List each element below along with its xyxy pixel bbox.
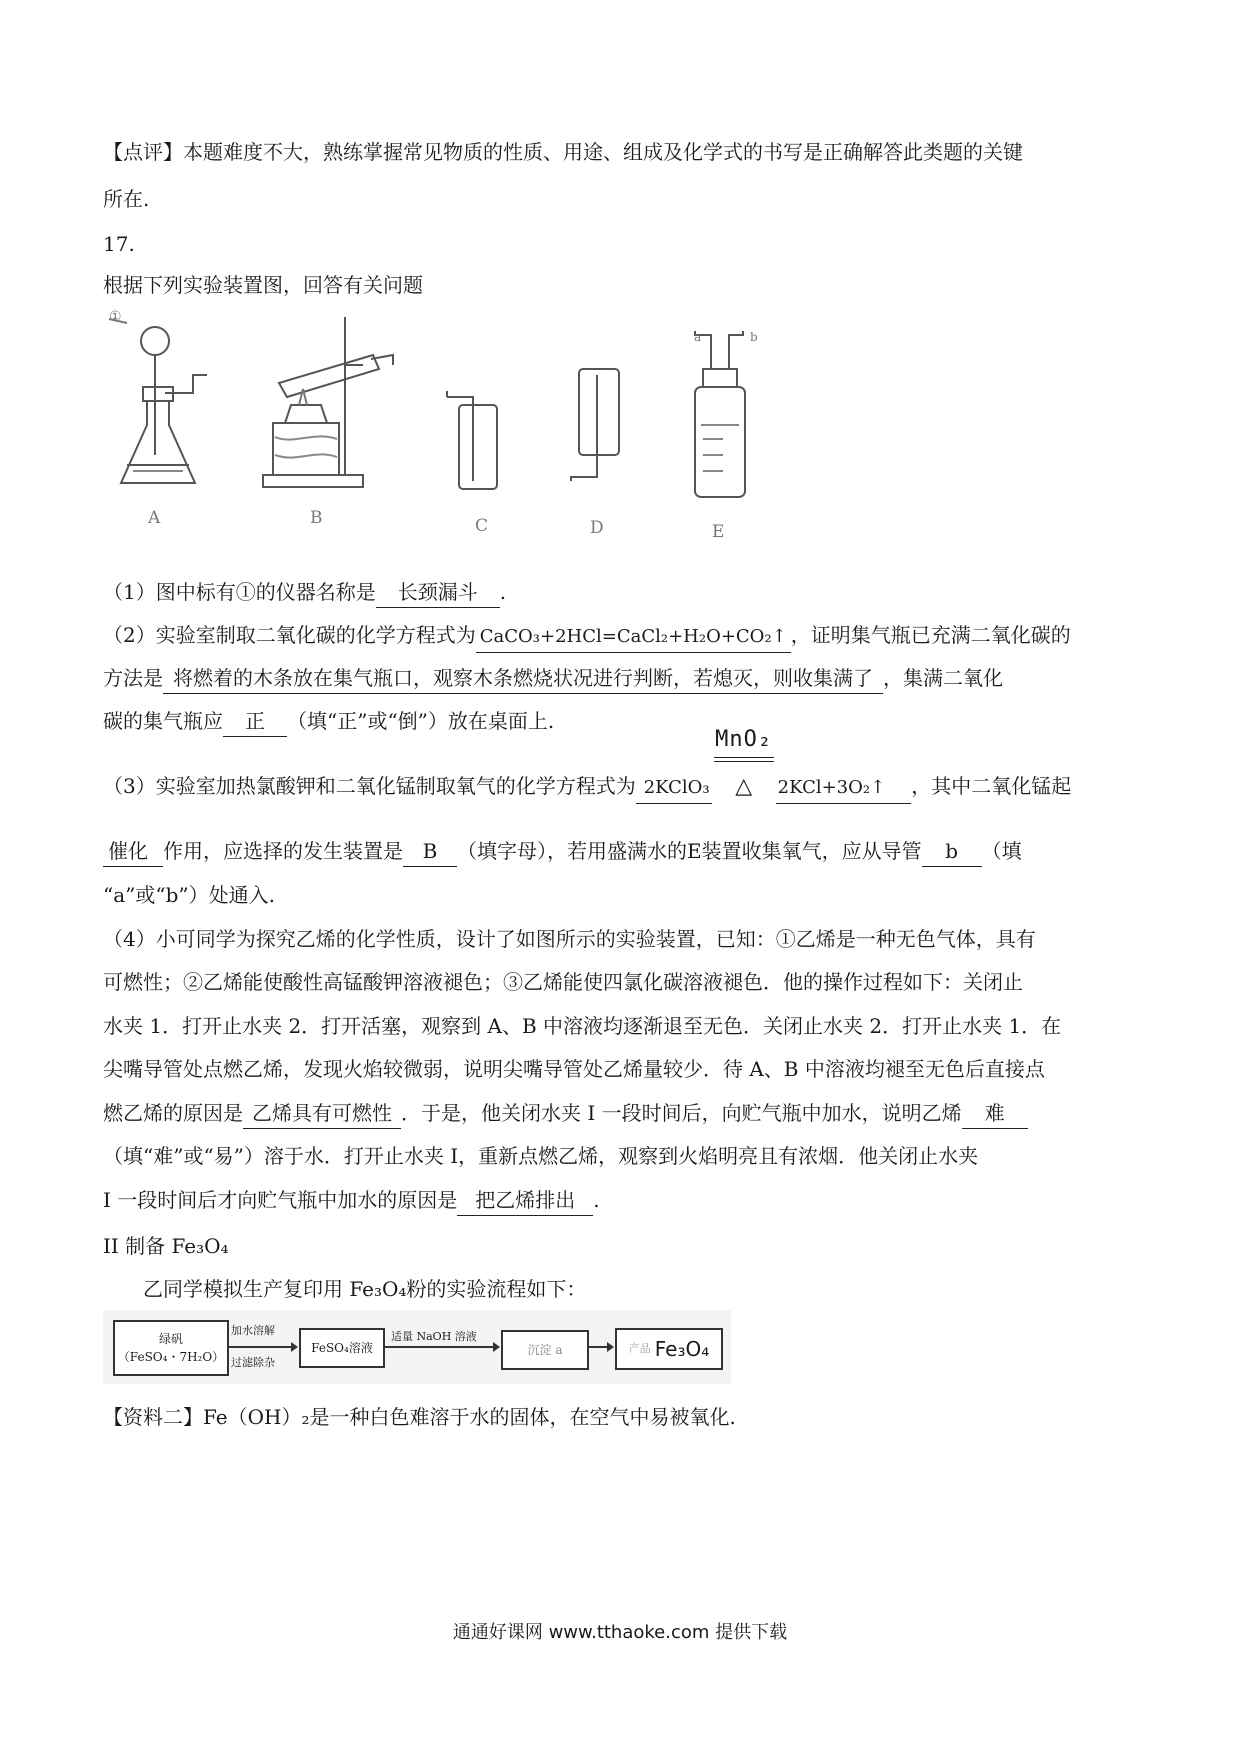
flow-box-product	[615, 1328, 723, 1370]
q3-suffix: ，其中二氧化锰起	[911, 774, 1072, 798]
flow-box1-line1: 绿矾	[158, 1332, 183, 1346]
q1-prefix: （1）图中标有①的仪器名称是	[103, 580, 376, 604]
q3-line-1	[103, 727, 1072, 804]
q1-line	[103, 577, 506, 608]
q2-line-2	[103, 663, 1003, 694]
q2-line3-suffix: （填“正”或“倒”）放在桌面上.	[287, 709, 555, 733]
q4-line-2: 可燃性；②乙烯能使酸性高锰酸钾溶液褪色；③乙烯能使四氯化碳溶液褪色．他的操作过程如下：关闭止	[103, 970, 1023, 994]
q3-catalyst: MnO₂	[715, 727, 773, 752]
q2-equation: CaCO₃+2HCl=CaCl₂+H₂O+CO₂↑	[476, 622, 791, 653]
q2-line-3	[103, 706, 554, 737]
apparatus-e-bottle	[695, 331, 745, 497]
q3-line-2	[103, 836, 1022, 867]
q3-eq-right: 2KCl+3O₂↑	[776, 773, 912, 804]
q1-suffix: .	[499, 580, 507, 604]
marker-label: ①	[109, 309, 122, 325]
question-prompt: 根据下列实验装置图，回答有关问题	[103, 273, 423, 297]
q4-line-1: （4）小可同学为探究乙烯的化学性质，设计了如图所示的实验装置，已知：①乙烯是一种无色气体，具有	[103, 927, 1036, 951]
flow-chart	[103, 1310, 731, 1384]
q3-tail: （填	[981, 839, 1022, 863]
q3-mid: （填字母），若用盛满水的E装置收集氧气，应从导管	[457, 839, 922, 863]
flow-arrow2-top: 适量 NaOH 溶液	[391, 1330, 477, 1343]
q3-tube: b	[922, 836, 982, 867]
page-footer: 通通好课网 www.tthaoke.com 提供下载	[452, 1622, 788, 1643]
flow-arrow-2	[383, 1310, 501, 1384]
q2-line3-prefix: 碳的集气瓶应	[103, 709, 223, 733]
q4-line5-mid: ．于是，他关闭水夹 I 一段时间后，向贮气瓶中加水，说明乙烯	[401, 1101, 962, 1125]
figure-label-b: B	[310, 508, 323, 528]
flow-box-precipitate: 沉淀 a	[501, 1330, 589, 1370]
question-number: 17.	[103, 232, 135, 256]
figure-label-e: E	[712, 522, 725, 542]
q4-line-6: （填“难”或“易”）溶于水．打开止水夹 I，重新点燃乙烯，观察到火焰明亮且有浓烟．他关闭止水夹	[103, 1144, 979, 1168]
part2-intro: 乙同学模拟生产复印用 Fe₃O₄粉的实验流程如下：	[143, 1277, 587, 1301]
flow-box1-line2: （FeSO₄・7H₂O）	[117, 1350, 225, 1364]
flow-arrow-3	[587, 1310, 615, 1384]
figure-label-c: C	[475, 516, 489, 536]
q4-line-4: 尖嘴导管处点燃乙烯，发现火焰较微弱，说明尖嘴导管处乙烯量较少．待 A、B 中溶液均褪至无色后直接点	[103, 1057, 1045, 1081]
q2-line-1	[103, 620, 1071, 653]
apparatus-figure	[103, 305, 783, 545]
flow-box-raw	[113, 1320, 229, 1376]
material-two: 【资料二】Fe（OH）₂是一种白色难溶于水的固体，在空气中易被氧化.	[103, 1405, 736, 1429]
q3-role-suffix: 作用，应选择的发生装置是	[163, 839, 403, 863]
tube-label-b: b	[750, 330, 758, 344]
q4-reason: 乙烯具有可燃性	[243, 1098, 401, 1129]
q4-line-7	[103, 1185, 600, 1216]
comment-line-1: 【点评】本题难度不大，熟练掌握常见物质的性质、用途、组成及化学式的书写是正确解答此类题的关键	[103, 140, 1023, 164]
flow-box-solution: FeSO₄溶液	[299, 1328, 385, 1368]
q4-reason2: 把乙烯排出	[457, 1185, 593, 1216]
q3-apparatus: B	[403, 836, 457, 867]
apparatus-d-bottle	[571, 369, 619, 481]
q2-prefix: （2）实验室制取二氧化碳的化学方程式为	[103, 623, 476, 647]
q4-line-3: 水夹 1．打开止水夹 2．打开活塞，观察到 A、B 中溶液均逐渐退至无色．关闭止水夹 2．打开止水夹 1．在	[103, 1014, 1062, 1038]
flow-box4-small: 产品	[628, 1342, 651, 1355]
flow-arrow1-bottom: 过滤除杂	[231, 1356, 275, 1369]
q3-eq-left: 2KClO₃	[636, 773, 712, 804]
tube-label-a: a	[694, 330, 702, 344]
q1-answer: 长颈漏斗	[376, 577, 500, 608]
q2-position: 正	[223, 706, 287, 737]
q3-heat: △	[735, 774, 753, 799]
part2-title: II 制备 Fe₃O₄	[103, 1234, 229, 1258]
q4-line7-prefix: I 一段时间后才向贮气瓶中加水的原因是	[103, 1188, 458, 1212]
comment-line-2: 所在.	[103, 187, 150, 211]
q2-method: 将燃着的木条放在集气瓶口，观察木条燃烧状况进行判断，若熄灭，则收集满了	[163, 663, 883, 694]
q4-line5-prefix: 燃乙烯的原因是	[103, 1101, 243, 1125]
q2-line2-prefix: 方法是	[103, 666, 163, 690]
q3-line-3: “a”或“b”）处通入.	[103, 883, 275, 907]
q3-reaction-condition	[712, 727, 776, 802]
q4-solubility: 难	[962, 1098, 1028, 1129]
q4-line-5	[103, 1098, 1028, 1129]
flow-box4-big: Fe₃O₄	[654, 1337, 710, 1361]
q3-role: 催化	[103, 836, 163, 867]
q3-prefix: （3）实验室加热氯酸钾和二氧化锰制取氧气的化学方程式为	[103, 774, 636, 798]
q2-line2-suffix: ，集满二氧化	[883, 666, 1003, 690]
figure-label-d: D	[590, 518, 604, 538]
apparatus-c-bottle	[447, 391, 497, 489]
apparatus-b-heating	[263, 317, 393, 487]
flow-arrow1-top: 加水溶解	[231, 1324, 275, 1337]
q4-line7-suffix: .	[593, 1188, 600, 1212]
q2-mid: ，证明集气瓶已充满二氧化碳的	[790, 623, 1071, 647]
apparatus-a-flask	[109, 319, 207, 483]
figure-label-a: A	[148, 508, 161, 528]
